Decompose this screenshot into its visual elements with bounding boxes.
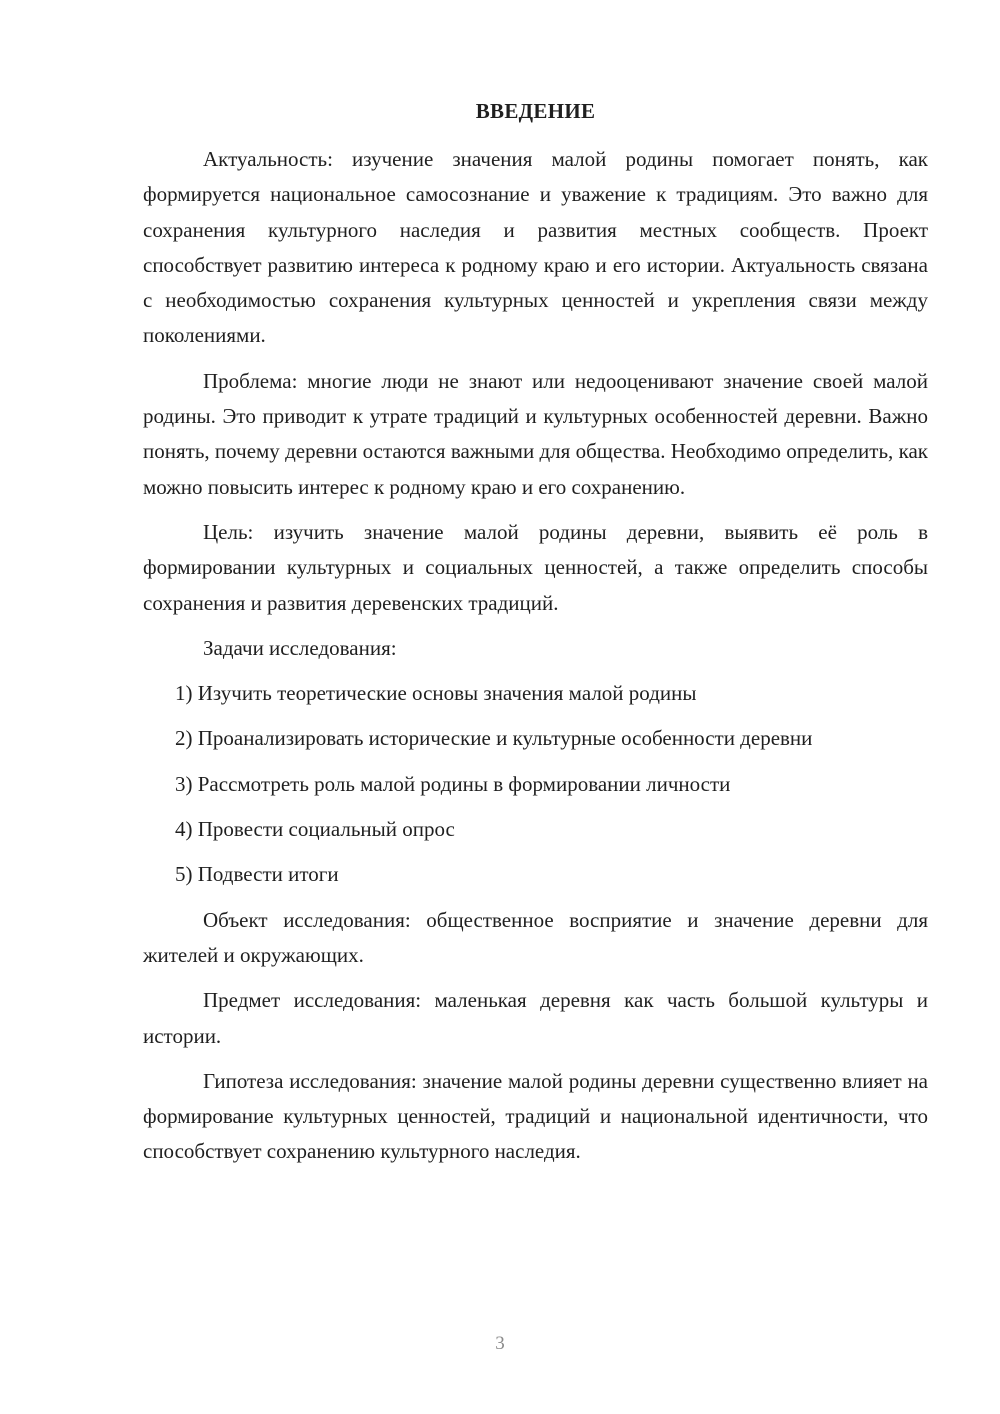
- task-item-1: 1) Изучить теоретические основы значения малой родины: [175, 681, 697, 706]
- task-item-4: 4) Провести социальный опрос: [175, 817, 455, 842]
- tasks-heading: Задачи исследования:: [203, 635, 397, 660]
- paragraph-object: Объект исследования: общественное восприятие и значение деревни для жителей и окружающих.: [143, 907, 928, 967]
- task-item-3: 3) Рассмотреть роль малой родины в формировании личности: [175, 771, 731, 796]
- paragraph-hypothesis: Гипотеза исследования: значение малой родины деревни существенно влияет на формирование культурных ценностей, традиций и национальной идентичности, что способствует сохранению культурного наследия.: [143, 1068, 928, 1164]
- task-item-2: 2) Проанализировать исторические и культурные особенности деревни: [175, 726, 813, 751]
- page-title: ВВЕДЕНИЕ: [475, 99, 596, 123]
- paragraph-goal: Цель: изучить значение малой родины деревни, выявить её роль в формировании культурных и социальных ценностей, а также определить способы сохранения и развития деревенских традиций.: [143, 519, 928, 615]
- paragraph-relevance: Актуальность: изучение значения малой родины помогает понять, как формируется национальное самосознание и уважение к традициям. Это важно для сохранения культурного наследия и развития местных сообществ. Проект способствует развитию интереса к родному краю и его истории. Актуальность связана с необходимостью сохранения культурных ценностей и укрепления связи между поколениями.: [143, 147, 928, 348]
- task-item-5: 5) Подвести итоги: [175, 862, 339, 887]
- paragraph-problem: Проблема: многие люди не знают или недооценивают значение своей малой родины. Это приводит к утрате традиций и культурных особенностей деревни. Важно понять, почему деревни остаются важными для общества. Необходимо определить, как можно повысить интерес к родному краю и его сохранению.: [143, 368, 928, 499]
- document-body: [143, 142, 928, 1170]
- paragraph-subject: Предмет исследования: маленькая деревня как часть большой культуры и истории.: [143, 988, 928, 1048]
- page-number: 3: [495, 1333, 505, 1354]
